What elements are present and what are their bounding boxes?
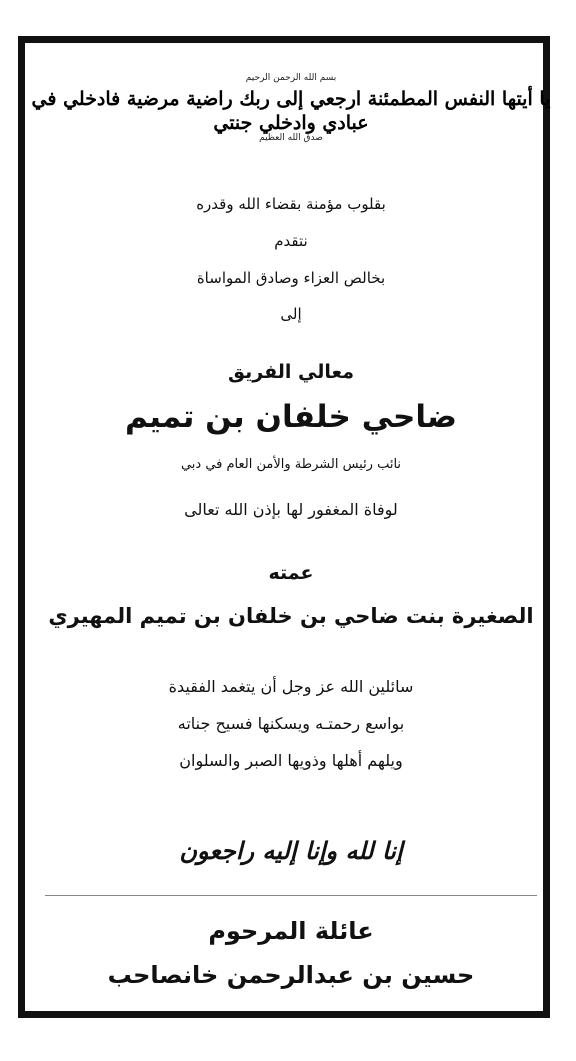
intro-line-4: إلى — [280, 305, 302, 323]
recipient-rank: معالي الفريق — [228, 361, 354, 383]
passing-line: لوفاة المغفور لها بإذن الله تعالى — [184, 500, 398, 519]
divider — [45, 895, 537, 896]
deceased-name: الصغيرة بنت ضاحي بن خلفان بن تميم المهيري — [48, 604, 534, 628]
border-frame — [18, 36, 550, 1018]
quran-verse: يا أيتها النفس المطمئنة ارجعي إلى ربك راضية مرضية فادخلي في عبادي وادخلي جنتي — [31, 88, 551, 134]
family-name: حسين بن عبدالرحمن خانصاحب — [107, 961, 475, 989]
intro-line-3: بخالص العزاء وصادق المواساة — [196, 269, 386, 287]
istirja-calligraphy: إنا لله وإنا إليه راجعون — [179, 836, 403, 865]
family-title: عائلة المرحوم — [208, 917, 374, 945]
recipient-name: ضاحي خلفان بن تميم — [124, 399, 457, 435]
intro-line-1: بقلوب مؤمنة بقضاء الله وقدره — [196, 195, 386, 213]
recipient-position: نائب رئيس الشرطة والأمن العام في دبي — [180, 457, 402, 472]
prayer-line-3: ويلهم أهلها وذويها الصبر والسلوان — [179, 751, 403, 770]
prayer-line-1: سائلين الله عز وجل أن يتغمد الفقيدة — [168, 677, 414, 696]
basmala: بسم الله الرحمن الرحيم — [245, 73, 337, 83]
sadaq-line: صدق الله العظيم — [259, 133, 323, 143]
relation-label: عمته — [268, 562, 314, 584]
intro-line-2: نتقدم — [274, 232, 308, 250]
prayer-line-2: بواسع رحمتـه ويسكنها فسيح جناته — [177, 714, 405, 733]
